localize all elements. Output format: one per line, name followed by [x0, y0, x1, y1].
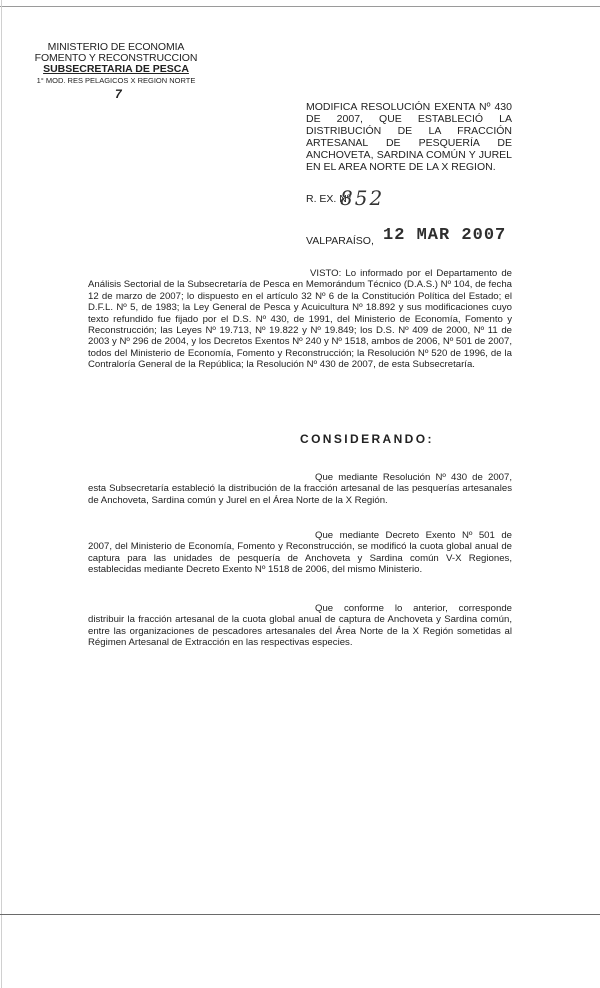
considerando-1	[88, 472, 512, 506]
visto-label: VISTO:	[310, 268, 342, 279]
considerando-3	[88, 603, 512, 649]
letterhead-ministry: MINISTERIO DE ECONOMIA	[47, 41, 185, 53]
letterhead-reference: 1° MOD. RES PELAGICOS X REGION NORTE	[36, 76, 196, 85]
visto-text: Lo informado por el Departamento de Análisis Sectorial de la Subsecretaría de Pesca en Memorándum Técnico (D.A.S.) Nº 104, de fecha 12 de marzo de 2007; lo dispuesto en el artículo 32 Nº 6 de la Constitución Política del Estado; el D.F.L. Nº 5, de 1983; la Ley General de Pesca y Acuicultura Nº 18.892 y sus modificaciones cuyo texto refundido fue fijado por el D.S. Nº 430, de 1991, del Ministerio de Economía, Fomento y Reconstrucción; las Leyes Nº 19.713, Nº 19.822 y Nº 19.849; los D.S. Nº 409 de 2000, Nº 11 de 2003 y Nº 296 de 2004, y los Decretos Exentos Nº 240 y Nº 1518, ambos de 2006, Nº 501 de 2007, todos del Ministerio de Economía, Fomento y Reconstrucción; la Resolución Nº 520 de 1996, de la Contraloría General de la República; la Resolución Nº 430 de 2007, de esta Subsecretaría.	[88, 268, 512, 371]
considerando-2-text: Que mediante Decreto Exento Nº 501 de 2007, del Ministerio de Economía, Fomento y Reconstrucción, se modificó la cuota global anual de captura para las unidades de pesquería de Anchoveta y Sardina común V-X Regiones, establecidas mediante Decreto Exento Nº 1518 de 2006, del mismo Ministerio.	[88, 530, 512, 576]
page-edge-bottom	[0, 914, 600, 915]
page-edge-left	[1, 0, 2, 988]
date-stamp: 12 MAR 2007	[383, 226, 507, 245]
letterhead-subsecretaria: SUBSECRETARIA DE PESCA	[43, 63, 189, 75]
resolution-subject: MODIFICA RESOLUCIÓN EXENTA Nº 430 DE 2007, QUE ESTABLECIÓ LA DISTRIBUCIÓN DE LA FRACCIÓN ARTESANAL DE PESQUERÍA DE ANCHOVETA, SARDINA COMÚN Y JUREL EN EL AREA NORTE DE LA X REGION.	[306, 101, 512, 173]
resolution-number: 852	[340, 186, 385, 210]
considerando-2	[88, 530, 512, 576]
handwritten-mark: 7	[115, 87, 122, 101]
place: VALPARAÍSO,	[306, 235, 374, 247]
considerando-heading: CONSIDERANDO:	[300, 432, 434, 446]
considerando-3-text: Que conforme lo anterior, corresponde distribuir la fracción artesanal de la cuota global anual de captura de Anchoveta y Sardina común, entre las organizaciones de pescadores artesanales del Área Norte de la X Región sometidas al Régimen Artesanal de Extracción en las respectivas especies.	[88, 603, 512, 649]
visto-paragraph	[88, 268, 512, 371]
considerando-1-text: Que mediante Resolución Nº 430 de 2007, esta Subsecretaría estableció la distribución de la fracción artesanal de las pesquerías artesanales de Anchoveta, Sardina común y Jurel en el Área Norte de la X Región.	[88, 472, 512, 506]
letterhead-ministry-2: FOMENTO Y RECONSTRUCCION	[34, 52, 198, 64]
resolution-label: R. EX. Nº	[306, 193, 351, 205]
page-edge-top	[0, 6, 600, 7]
letterhead	[0, 41, 232, 101]
